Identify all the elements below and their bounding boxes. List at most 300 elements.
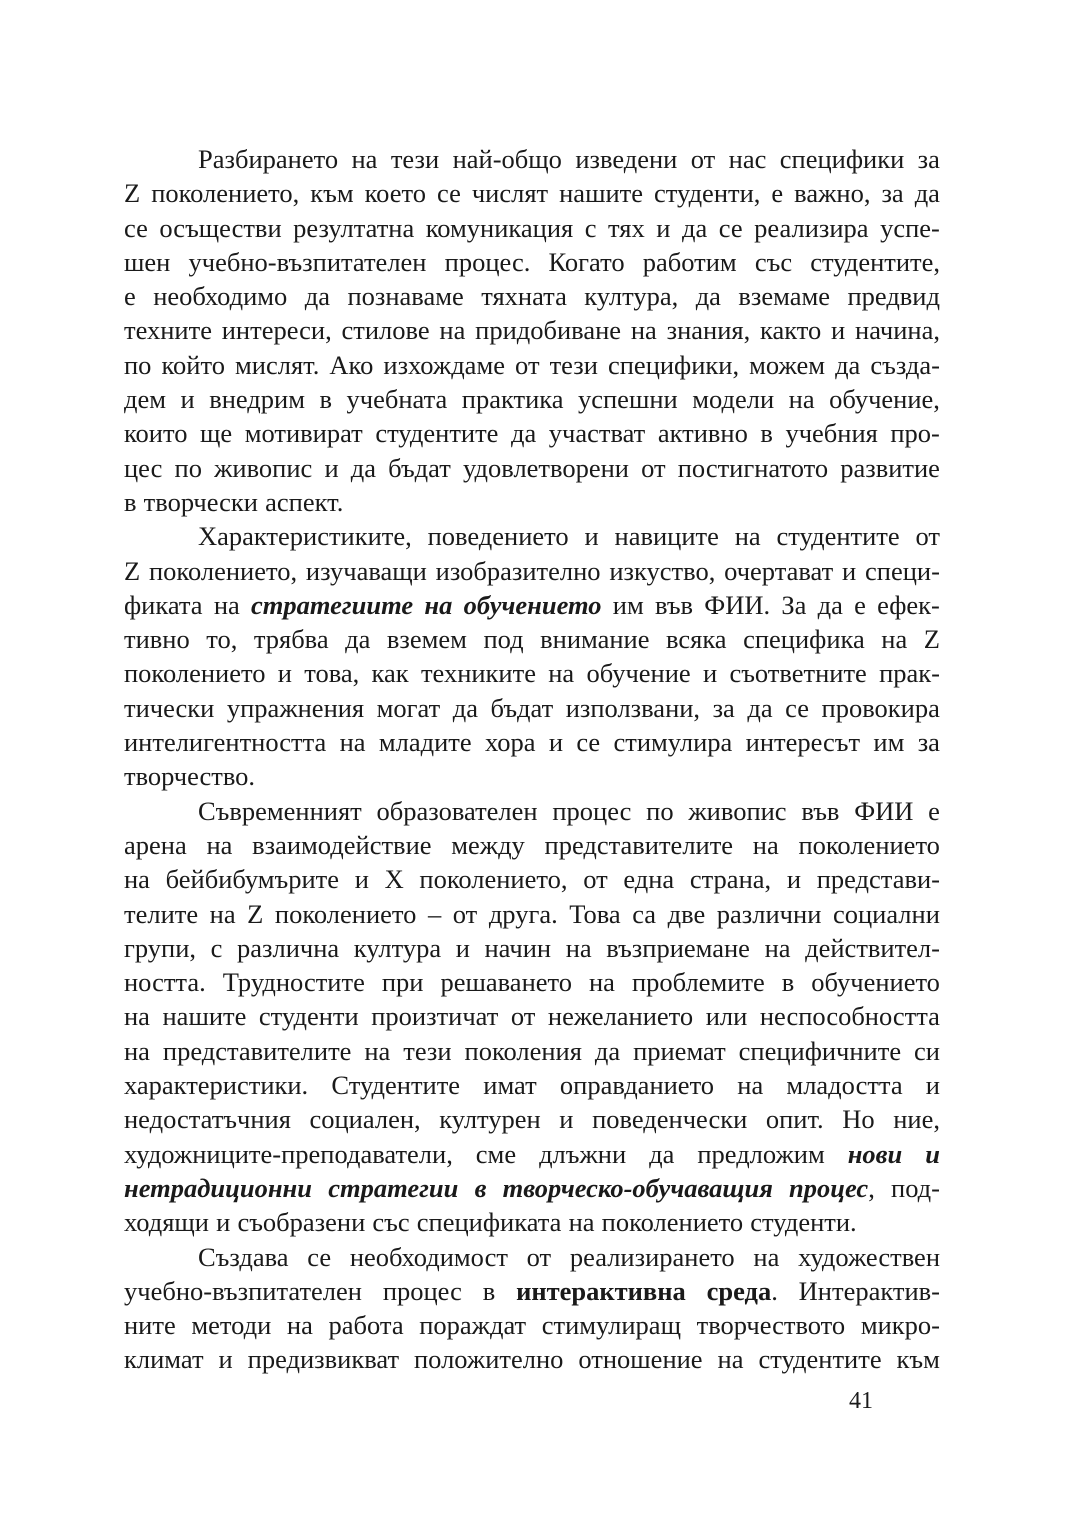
word-text: нови <box>847 1138 903 1169</box>
word-text: тези <box>390 144 440 174</box>
word-text: младостта <box>786 1070 903 1101</box>
word-text: навиците <box>614 521 719 552</box>
word <box>124 313 212 347</box>
word-text: специфика <box>743 624 865 655</box>
word <box>608 348 739 382</box>
word <box>153 279 287 313</box>
word <box>198 794 362 828</box>
word <box>527 1240 551 1274</box>
word-text: поколението <box>798 829 940 860</box>
word <box>915 176 940 210</box>
word-text: числят <box>471 178 549 209</box>
word <box>691 142 715 176</box>
word-text: на <box>424 589 453 620</box>
word-text: бейбибумърите <box>165 864 340 895</box>
word <box>475 313 621 347</box>
text-line <box>124 999 940 1033</box>
word <box>485 931 552 965</box>
text-line <box>124 828 940 862</box>
text-line <box>124 1342 940 1376</box>
word <box>668 897 706 931</box>
word-text: мотивират <box>244 418 363 449</box>
text-line <box>124 1171 940 1205</box>
word-text: под- <box>891 1172 940 1203</box>
word <box>707 1274 778 1308</box>
text-line <box>124 588 940 622</box>
word <box>159 211 281 245</box>
word-text: им <box>612 589 644 620</box>
word-text: на <box>717 1344 744 1375</box>
word <box>766 1102 824 1136</box>
word-text: по <box>124 349 152 380</box>
word <box>206 622 237 656</box>
word <box>545 828 734 862</box>
word-text: да <box>510 418 537 449</box>
word-text: култура, <box>584 281 679 312</box>
word-text: съответните <box>729 658 867 689</box>
word-text: осъществи <box>159 212 282 243</box>
word-text: социални <box>832 898 940 929</box>
word <box>144 485 258 519</box>
word <box>453 142 562 176</box>
word-text: от <box>515 349 540 380</box>
word-text: вземаме <box>738 281 831 312</box>
word-text: важно, <box>794 178 871 209</box>
word-text: и <box>559 1104 574 1135</box>
word-text: прак- <box>879 658 940 689</box>
word <box>789 382 815 416</box>
text-line <box>124 1137 940 1171</box>
word <box>351 451 376 485</box>
word <box>345 622 370 656</box>
text-line <box>124 1205 940 1239</box>
word-text: модели <box>692 384 775 415</box>
word-text: поколението <box>274 898 417 929</box>
word <box>419 862 567 896</box>
word-text: и <box>180 384 195 415</box>
word <box>124 1342 204 1376</box>
word <box>817 862 940 896</box>
word <box>632 965 765 999</box>
word <box>829 382 940 416</box>
word <box>175 451 202 485</box>
word <box>631 313 657 347</box>
word <box>328 1171 458 1205</box>
word-text: – <box>427 898 442 929</box>
word <box>842 554 856 588</box>
word-text: възприемане <box>606 932 750 963</box>
word-text: необходимост <box>349 1241 508 1272</box>
paragraph <box>124 519 940 793</box>
word <box>822 691 940 725</box>
word <box>275 897 416 931</box>
word <box>613 588 644 622</box>
word-text: който <box>161 349 225 380</box>
word <box>724 554 833 588</box>
word-punctuation: . <box>771 1275 778 1306</box>
word-text: студенти, <box>654 178 761 209</box>
word-text: най-общо <box>452 144 562 174</box>
word-text: учебната <box>346 384 448 415</box>
word <box>166 862 339 896</box>
word-text: култура <box>353 932 442 963</box>
word-text: творчество. <box>124 761 256 792</box>
word-text: хора <box>484 727 536 758</box>
word <box>465 1034 582 1068</box>
word-text: да <box>835 349 861 380</box>
word-text: да <box>345 624 371 655</box>
word-text: участват <box>548 418 646 449</box>
word <box>780 142 904 176</box>
word-text: и <box>548 727 563 758</box>
word-text: процес. <box>444 246 531 277</box>
word-text: под <box>483 624 524 655</box>
word-text: образователен <box>376 795 538 826</box>
word-text: към <box>310 178 354 209</box>
word <box>847 279 940 313</box>
word <box>382 965 424 999</box>
word-text: на <box>286 1310 313 1341</box>
word <box>124 1102 291 1136</box>
word-text: нежеланието <box>547 1001 694 1032</box>
word <box>124 588 203 622</box>
word-text: и <box>324 452 339 483</box>
text-line <box>124 519 940 553</box>
word-text: да <box>817 589 843 620</box>
word-text: на <box>213 589 240 620</box>
word-text: познаваме <box>347 281 464 312</box>
word-text: учебно-възпитателен <box>188 246 427 277</box>
word-text: решаването <box>440 967 572 998</box>
word <box>421 656 536 690</box>
word-text: културен <box>439 1104 541 1135</box>
word-text: предвид <box>847 281 940 312</box>
word-text: се <box>576 727 601 758</box>
word <box>464 588 602 622</box>
word-text: на <box>339 727 366 758</box>
word-text: Интерактив- <box>798 1275 940 1306</box>
word-text: по <box>174 452 202 483</box>
word <box>124 451 162 485</box>
word-text: Трудностите <box>222 967 365 998</box>
word <box>890 416 940 450</box>
word-text: про- <box>890 418 940 449</box>
word-text: да <box>695 281 721 312</box>
word <box>881 176 903 210</box>
word-text: успе- <box>880 212 940 243</box>
word <box>760 313 821 347</box>
word-text: което <box>364 178 426 209</box>
word-text: и <box>218 1344 233 1375</box>
word-text: отношение <box>578 1344 703 1375</box>
word-text: групи, <box>124 932 197 963</box>
word <box>696 279 721 313</box>
word <box>388 451 451 485</box>
word <box>550 348 598 382</box>
word-text: очертават <box>724 555 834 586</box>
word-text: изобразително <box>435 555 601 586</box>
word <box>149 554 297 588</box>
word <box>801 794 839 828</box>
word <box>575 142 677 176</box>
word <box>426 211 573 245</box>
word <box>259 999 359 1033</box>
word-text: представи- <box>816 864 940 895</box>
word <box>515 348 539 382</box>
word-text: начина, <box>855 315 940 346</box>
text-line <box>124 1102 940 1136</box>
word-text: между <box>451 829 525 860</box>
word <box>305 279 330 313</box>
word-text: със <box>372 1207 410 1238</box>
word <box>552 794 631 828</box>
word <box>124 1137 453 1171</box>
text-line <box>124 794 940 828</box>
word-text: Z <box>124 178 141 209</box>
word <box>124 1308 176 1342</box>
word-text: се <box>437 178 461 209</box>
word-text: интереси, <box>221 315 332 346</box>
word-text: да <box>304 281 331 312</box>
word-text: е <box>928 795 940 826</box>
word <box>252 828 431 862</box>
word-text: студентите <box>758 1344 882 1375</box>
word <box>462 382 564 416</box>
word <box>777 519 900 553</box>
word <box>576 725 600 759</box>
word <box>649 1137 674 1171</box>
word-text: арена <box>124 829 187 860</box>
word <box>754 211 868 245</box>
word-text: и <box>455 932 470 963</box>
word <box>818 588 843 622</box>
word <box>320 382 333 416</box>
word-text: трябва <box>253 624 329 655</box>
word <box>124 725 326 759</box>
word <box>124 348 151 382</box>
word <box>760 416 773 450</box>
word-text: на <box>124 1035 150 1066</box>
word-text: да <box>350 452 377 483</box>
word-text: поколението <box>601 1207 744 1238</box>
word-text: начин <box>484 932 552 963</box>
word <box>211 931 223 965</box>
word-text: на <box>364 1035 391 1066</box>
word <box>383 348 505 382</box>
word-text: тези <box>549 349 598 380</box>
word-text: то, <box>206 624 238 655</box>
word <box>583 862 607 896</box>
word-text: неспособността <box>759 1001 940 1032</box>
word <box>214 451 312 485</box>
word-text: творчеството <box>696 1310 846 1341</box>
word <box>163 999 247 1033</box>
word-text: ните <box>124 1310 176 1341</box>
word <box>606 931 750 965</box>
word <box>879 656 940 690</box>
word <box>632 897 656 931</box>
word-text: във <box>654 589 694 620</box>
word-text: това, <box>304 658 360 689</box>
word-text: художествен <box>798 1241 940 1272</box>
word <box>584 279 678 313</box>
word <box>706 999 748 1033</box>
word-text: от <box>915 521 940 552</box>
word <box>265 485 343 519</box>
word-text: на <box>881 624 908 655</box>
word <box>387 622 467 656</box>
word-text: развитие <box>840 452 940 483</box>
word-text: практика <box>461 384 564 415</box>
word-text: и <box>216 1207 231 1238</box>
word-text: творческо-обучаващия <box>502 1172 773 1203</box>
word <box>124 656 265 690</box>
word <box>377 691 441 725</box>
word <box>835 348 860 382</box>
word-text: и <box>831 315 846 346</box>
word <box>223 965 365 999</box>
word-text: произтичат <box>371 1001 499 1032</box>
word-text: действител- <box>805 932 940 963</box>
word-text: за <box>881 178 904 209</box>
word-text: ходящи <box>124 1207 209 1238</box>
word <box>124 1274 362 1308</box>
word-text: имат <box>483 1070 537 1101</box>
word-text: и <box>842 555 857 586</box>
word-text: Z <box>124 555 141 586</box>
word-text: тяхната <box>481 281 567 312</box>
word <box>162 348 225 382</box>
word-text: по <box>646 795 674 826</box>
word-text: социален, <box>309 1104 421 1135</box>
word-text: ФИИ <box>854 795 914 826</box>
word <box>578 382 678 416</box>
word-text: поведението <box>427 521 569 552</box>
word <box>658 416 748 450</box>
word <box>877 588 940 622</box>
word-text: две <box>667 898 706 929</box>
word <box>511 999 535 1033</box>
word-text: недостатъчния <box>124 1104 291 1135</box>
word-text: в <box>474 1172 487 1203</box>
paragraph <box>124 794 940 1240</box>
word-text: ността. <box>124 967 206 998</box>
word <box>350 1240 508 1274</box>
word-text: Разбирането <box>198 144 339 174</box>
word-text: работа <box>328 1310 404 1341</box>
word-text: климат <box>124 1344 204 1375</box>
word <box>472 176 548 210</box>
word-text: цес <box>124 452 163 483</box>
word <box>656 211 670 245</box>
word <box>198 519 412 553</box>
word <box>719 211 743 245</box>
word-text: поколението, <box>151 178 300 209</box>
word-text: нетрадиционни <box>124 1172 313 1203</box>
word <box>585 519 599 553</box>
word <box>782 965 795 999</box>
word <box>697 1308 846 1342</box>
word-text: на <box>548 658 575 689</box>
word-text: фиката <box>124 589 203 620</box>
word <box>489 897 558 931</box>
word <box>124 279 136 313</box>
word-text: обучение <box>586 658 691 689</box>
word <box>417 1205 562 1239</box>
word-text: на <box>351 144 378 174</box>
word-text: които <box>124 418 188 449</box>
text-line <box>124 931 940 965</box>
word-text: се <box>718 212 743 243</box>
word <box>924 622 940 656</box>
word <box>602 1205 743 1239</box>
text-line <box>124 862 940 896</box>
word <box>747 691 772 725</box>
text-line <box>124 691 940 725</box>
word <box>667 313 751 347</box>
text-line <box>124 622 940 656</box>
word-text: и <box>702 658 718 689</box>
word <box>463 451 629 485</box>
word <box>833 897 940 931</box>
word <box>570 1240 735 1274</box>
word <box>209 382 305 416</box>
word-text: удовлетворени <box>462 452 629 483</box>
word <box>372 1205 409 1239</box>
word-text: бъдат <box>490 692 554 723</box>
word-text: да <box>747 692 773 723</box>
word-text: една <box>623 864 675 895</box>
word <box>453 897 477 931</box>
word <box>743 622 865 656</box>
word <box>794 176 870 210</box>
word-text: с <box>210 932 223 963</box>
word-text: опит. <box>765 1104 824 1135</box>
word-text: реализирането <box>569 1241 735 1272</box>
word <box>753 828 779 862</box>
word-text: ФИИ. <box>704 589 771 620</box>
word <box>437 176 461 210</box>
word-text: предложим <box>697 1138 825 1169</box>
word <box>781 588 806 622</box>
word-text: в <box>124 486 137 517</box>
word-text: на <box>206 829 233 860</box>
word <box>786 1068 902 1102</box>
word <box>445 245 531 279</box>
word-text: художниците-преподаватели, <box>124 1138 453 1169</box>
word-text: специфики <box>779 144 905 174</box>
word-text: телите <box>124 898 199 929</box>
word <box>548 999 693 1033</box>
word <box>365 176 426 210</box>
word-text: специ- <box>865 555 940 586</box>
word <box>200 416 232 450</box>
word <box>578 1342 702 1376</box>
word-text: от <box>452 898 478 929</box>
word-text: младите <box>378 727 472 758</box>
word-text: стратегии <box>328 1172 459 1203</box>
word-text: Z <box>923 624 940 655</box>
word <box>765 931 791 965</box>
word-text: и <box>925 1138 940 1169</box>
word-text: процес <box>382 1275 462 1306</box>
word <box>198 1240 289 1274</box>
word <box>124 1171 312 1205</box>
word-text: могат <box>376 692 441 723</box>
word-text: оправданието <box>559 1070 715 1101</box>
word <box>569 1205 595 1239</box>
text-line <box>124 382 940 416</box>
